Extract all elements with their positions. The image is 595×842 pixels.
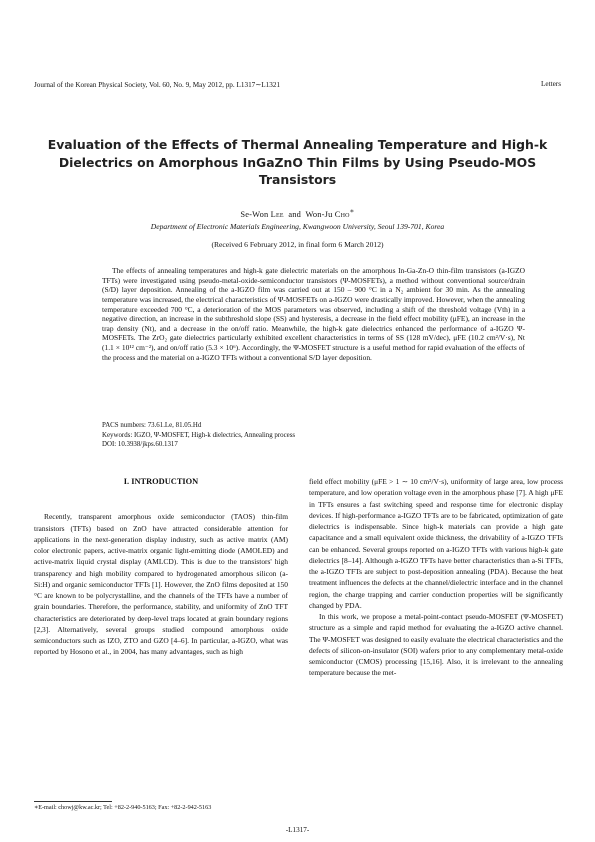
author2-first: Won-Ju: [305, 209, 333, 219]
journal-citation: Journal of the Korean Physical Society, Vol. 60, No. 9, May 2012, pp. L1317∼L1321: [34, 81, 281, 89]
author1-last: Lee: [270, 209, 284, 219]
abstract: The effects of annealing temperatures and high-k gate dielectric materials on the amorphous In-Ga-Zn-O thin-film transistors (a-IGZO TFTs) were investigated using pseudo-metal-oxide-semiconductor transistors (Ψ-MOSFETs), a method without conventional source/drain (S/D) layer deposition. Annealing of the a-IGZO film was carried out at 150 – 900 °C in a N₂ ambient for 30 min. As the annealing temperature was increased, the electrical characteristics of Ψ-MOSFETs on a-IGZO were drastically improved. However, when the annealing temperature exceeded 700 °C, a deterioration of the MOS parameters was observed, including a shift of the threshold voltage (Vth) in a negative direction, an increase in the subthreshold slope (SS) and hysteresis, a decrease in the field effect mobility (μFE), an increase in the trap density (Nt), and a decrease in the on/off ratio. Meanwhile, the high-k gate dielectrics enhanced the performance of a-IGZO Ψ-MOSFETs. The ZrO₂ gate dielectrics particularly exhibited excellent characteristics in terms of SS (128 mV/dec), μFE (10.2 cm²/V·s), Nt (1.1 × 10¹² cm⁻²), and on/off ratio (5.3 × 10⁶). Accordingly, the Ψ-MOSFET structure is a useful method for rapid evaluation of the effects of the process and the material on a-IGZO TFTs without a conventional S/D layer deposition.: [102, 266, 525, 362]
intro-paragraph-3: In this work, we propose a metal-point-contact pseudo-MOSFET (Ψ-MOSFET) structure as a simple and rapid method for evaluating the a-IGZO active channel. The Ψ-MOSFET was designed to easily evaluate the electrical characteristics and the defects of silicon-on-insulator (SOI) wafers prior to any complementary metal-oxide semiconductor (CMOS) processing [15,16]. Also, it is irrelevant to the annealing temperature because the met-: [309, 612, 563, 678]
affiliation: Department of Electronic Materials Engineering, Kwangwoon University, Seoul 139-701, Korea: [150, 222, 445, 231]
article-metadata: [102, 421, 525, 450]
intro-paragraph-1: Recently, transparent amorphous oxide semiconductor (TAOS) thin-film transistors (TFTs) based on ZnO have attracted considerable attention for applications in the next-generation display industry, such as active matrix (AM) color electronic papers, active-matrix organic light-emitting diode (AMOLED) and active-matrix liquid crystal display (AMLCD). This is due to the transistors' high transparency and high mobility compared to hydrogenated amorphous silicon (a-Si:H) and organic semiconductor TFTs [1]. However, the ZnO films deposited at 150 °C are known to be polycrystalline, and the channels of the TFTs have a number of grain boundaries. Therefore, the performance, stability, and uniformity of ZnO TFT characteristics are deteriorated by deep-level traps located at grain boundary regions [2,3]. Alternatively, several groups studied compound amorphous oxide semiconductors such as IZO, ZTO and GZO [4–6]. In particular, a-IGZO, what was reported by Hosono et al., in 2004, has many advantages, such as high: [34, 512, 288, 657]
corresponding-mark: ∗: [349, 207, 355, 215]
section-heading: I. INTRODUCTION: [123, 477, 199, 486]
footnote: ∗E-mail: chowj@kw.ac.kr; Tel: +82-2-940-5163; Fax: +82-2-942-5163: [34, 804, 212, 811]
page-number: -L1317-: [285, 826, 310, 834]
received-dates: (Received 6 February 2012, in final form 6 March 2012): [211, 240, 384, 249]
intro-paragraph-2: field effect mobility (μFE > 1 ∼ 10 cm²/V·s), uniformity of large area, low process temperature, and low operation voltage even in the amorphous phase [7]. A high μFE in TFTs ensures a fast switching speed and response time for electronic display devices. If high-performance a-IGZO TFTs are to be fabricated, optimization of gate dielectrics is indispensable. Since high-k materials can provide a high gate capacitance and a small equivalent oxide thickness, the drivability of a-IGZO TFTs can be enhanced. Several groups reported on a-IGZO TFTs with various high-k gate dielectrics [8–14]. Although a-IGZO TFTs have better characteristics than a-Si TFTs, the a-IGZO TFTs are subject to post-deposition annealing (PDA). Because the heat treatment influences the defects at the channel/dielectric interface and in the channel region, the charge trapping and carrier conduction properties will be significantly changed by PDA.: [309, 477, 563, 610]
section-label: Letters: [541, 80, 561, 88]
paper-title: Evaluation of the Effects of Thermal Annealing Temperature and High-k Dielectrics on Amorphous InGaZnO Thin Films by Using Pseudo-MOS Transistors: [47, 137, 548, 187]
left-column: [34, 476, 288, 658]
pacs-numbers: PACS numbers: 73.61.Le, 81.05.Hd: [102, 422, 202, 429]
footnote-divider: [34, 801, 112, 802]
right-column: [309, 476, 563, 679]
author2-last: Cho: [334, 209, 350, 219]
keywords: Keywords: IGZO, Ψ-MOSFET, High-k dielectrics, Annealing process: [102, 431, 296, 439]
author1-first: Se-Won: [240, 209, 269, 219]
author-line: [0, 207, 595, 219]
author-conjunction: and: [288, 209, 302, 219]
doi: DOI: 10.3938/jkps.60.1317: [102, 441, 178, 449]
